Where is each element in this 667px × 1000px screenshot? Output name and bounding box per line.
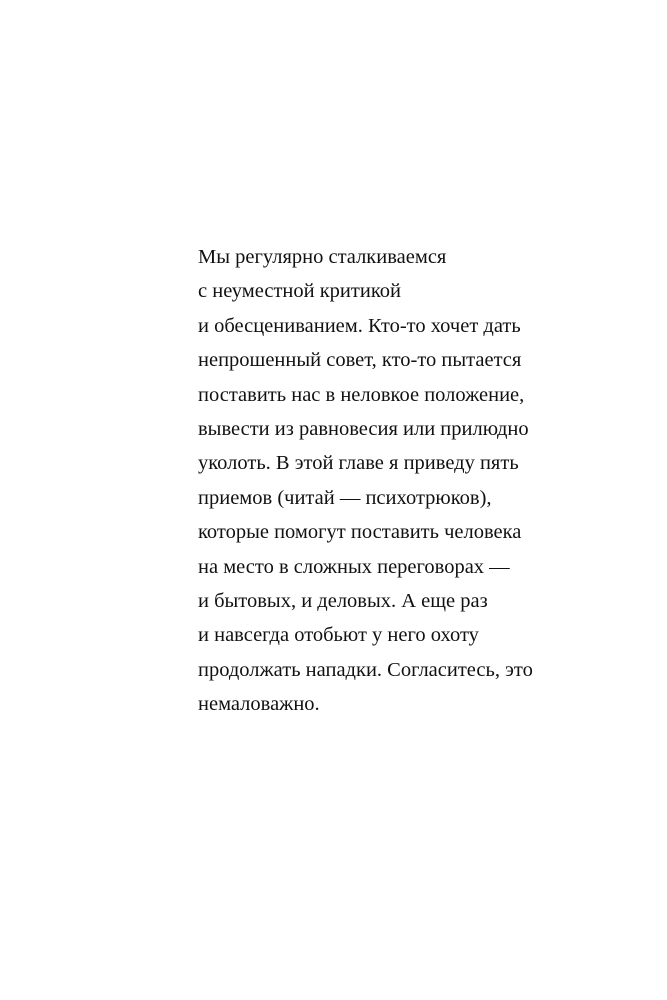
paragraph-line: на место в сложных переговорах —: [198, 555, 510, 578]
paragraph-line: и обесцениванием. Кто-то хочет дать: [198, 314, 521, 337]
paragraph-line: продолжать нападки. Согласитесь, это: [198, 658, 533, 681]
paragraph-line: которые помогут поставить человека: [198, 521, 522, 544]
body-paragraph: [198, 240, 638, 721]
paragraph-line: с неуместной критикой: [198, 280, 401, 303]
paragraph-line: приемов (читай — психотрюков),: [198, 486, 492, 509]
paragraph-line: и бытовых, и деловых. А еще раз: [198, 589, 488, 612]
paragraph-line: немаловажно.: [198, 693, 320, 716]
paragraph-line: непрошенный совет, кто-то пытается: [198, 349, 522, 372]
paragraph-line: уколоть. В этой главе я приведу пять: [198, 452, 519, 475]
paragraph-line: Мы регулярно сталкиваемся: [198, 246, 447, 268]
paragraph-line: и навсегда отобьют у него охоту: [198, 624, 479, 647]
paragraph-line: вывести из равновесия или прилюдно: [198, 417, 529, 440]
paragraph-line: поставить нас в неловкое положение,: [198, 383, 525, 406]
